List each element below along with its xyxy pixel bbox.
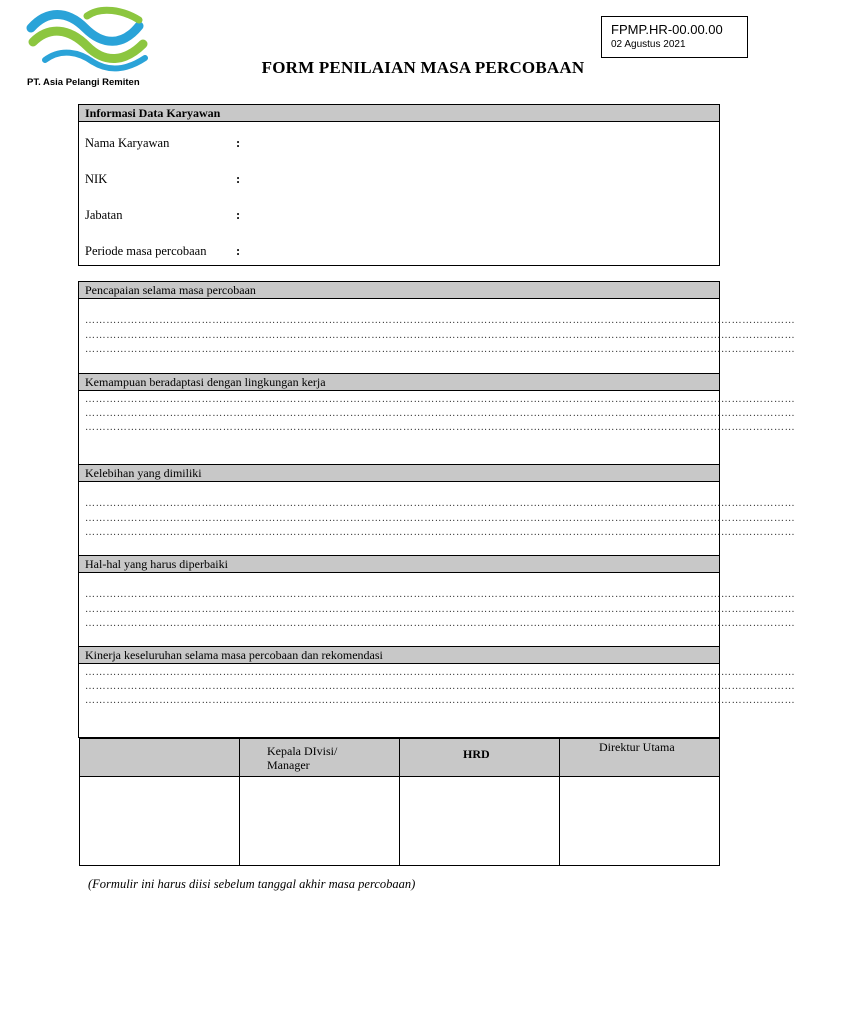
answer-line[interactable]: …………………………………………………………………………………………………………………………………………………………………………………: [85, 695, 796, 706]
signature-box-hrd[interactable]: [400, 777, 560, 866]
section-diperbaiki: [79, 555, 796, 647]
assessment-block: [78, 281, 796, 738]
section-heading: Pencapaian selama masa percobaan: [79, 282, 719, 299]
signature-header-kepala-divisi: [240, 739, 400, 777]
section-adaptasi: [79, 373, 796, 465]
employee-info-heading: Informasi Data Karyawan: [79, 105, 719, 122]
answer-line[interactable]: …………………………………………………………………………………………………………………………………………………………………………………: [85, 667, 796, 678]
kepala-divisi-label: Kepala DIvisi/ Manager: [267, 744, 338, 772]
section-heading: Kemampuan beradaptasi dengan lingkungan kerja: [79, 374, 719, 391]
answer-line[interactable]: …………………………………………………………………………………………………………………………………………………………………………………: [85, 344, 796, 355]
hrd-label: HRD: [463, 747, 490, 761]
signature-table: [79, 738, 720, 866]
section-heading: Kinerja keseluruhan selama masa percobaan dan rekomendasi: [79, 647, 719, 664]
document-date: 02 Agustus 2021: [611, 39, 686, 50]
signature-header-hrd: [400, 739, 560, 777]
field-label-nik: NIK: [85, 172, 108, 186]
field-colon: :: [236, 172, 241, 186]
signature-header-direktur: [560, 739, 720, 777]
answer-line[interactable]: …………………………………………………………………………………………………………………………………………………………………………………: [85, 422, 796, 433]
field-colon: :: [236, 208, 241, 222]
section-heading: Kelebihan yang dimiliki: [79, 465, 719, 482]
signature-box-direktur[interactable]: [560, 777, 720, 866]
signature-box-blank[interactable]: [80, 777, 240, 866]
answer-line[interactable]: …………………………………………………………………………………………………………………………………………………………………………………: [85, 604, 796, 615]
section-heading: Hal-hal yang harus diperbaiki: [79, 556, 719, 573]
form-title: FORM PENILAIAN MASA PERCOBAAN: [261, 58, 585, 77]
field-colon: :: [236, 244, 241, 258]
answer-line[interactable]: …………………………………………………………………………………………………………………………………………………………………………………: [85, 618, 796, 629]
answer-line[interactable]: …………………………………………………………………………………………………………………………………………………………………………………: [85, 330, 796, 341]
section-pencapaian: [79, 282, 796, 373]
field-label-nama-karyawan: Nama Karyawan: [85, 136, 170, 150]
company-name: PT. Asia Pelangi Remiten: [27, 77, 140, 88]
section-kelebihan: [79, 464, 796, 556]
direktur-label: Direktur Utama: [599, 740, 675, 754]
field-label-jabatan: Jabatan: [85, 208, 123, 222]
document-code: FPMP.HR-00.00.00: [611, 22, 723, 37]
answer-line[interactable]: …………………………………………………………………………………………………………………………………………………………………………………: [85, 681, 796, 692]
answer-line[interactable]: …………………………………………………………………………………………………………………………………………………………………………………: [85, 408, 796, 419]
field-colon: :: [236, 136, 241, 150]
answer-line[interactable]: …………………………………………………………………………………………………………………………………………………………………………………: [85, 589, 796, 600]
employee-info-section: [78, 104, 720, 266]
field-label-periode: Periode masa percobaan: [85, 244, 207, 258]
answer-line[interactable]: …………………………………………………………………………………………………………………………………………………………………………………: [85, 498, 796, 509]
footnote: (Formulir ini harus diisi sebelum tanggal akhir masa percobaan): [88, 877, 416, 891]
section-kinerja: [79, 646, 796, 739]
answer-line[interactable]: …………………………………………………………………………………………………………………………………………………………………………………: [85, 513, 796, 524]
answer-line[interactable]: …………………………………………………………………………………………………………………………………………………………………………………: [85, 527, 796, 538]
signature-header-blank: [80, 739, 240, 777]
answer-line[interactable]: …………………………………………………………………………………………………………………………………………………………………………………: [85, 394, 796, 405]
answer-line[interactable]: …………………………………………………………………………………………………………………………………………………………………………………: [85, 315, 796, 326]
document-code-box: [601, 16, 748, 58]
signature-box-kepala-divisi[interactable]: [240, 777, 400, 866]
